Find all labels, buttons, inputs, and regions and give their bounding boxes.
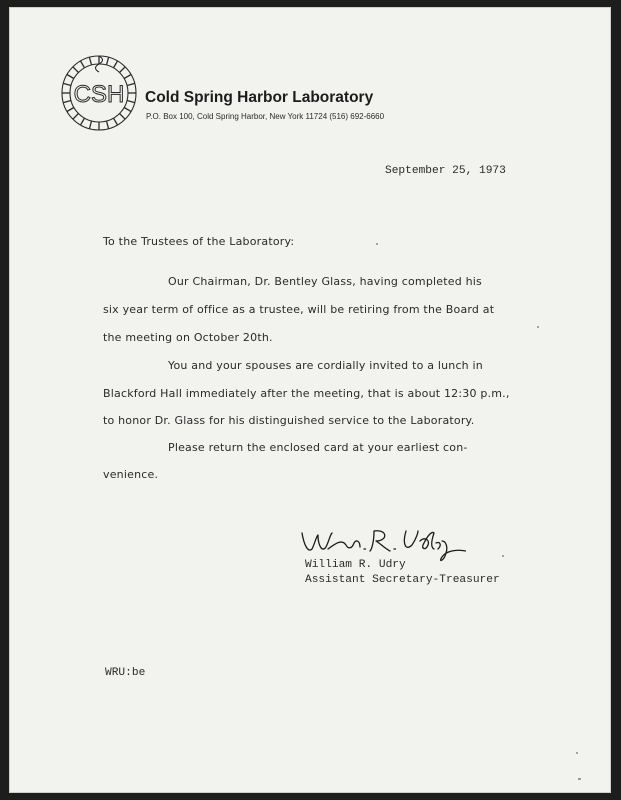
salutation: To the Trustees of the Laboratory:: [103, 235, 295, 248]
org-address: P.O. Box 100, Cold Spring Harbor, New York 11724 (516) 692-6660: [146, 112, 385, 121]
paper-speck: [537, 326, 539, 328]
signer-name: William R. Udry: [305, 559, 406, 571]
body-line: six year term of office as a trustee, will be retiring from the Board at: [103, 303, 495, 316]
logo-monogram: CSH: [73, 81, 125, 108]
signature-text: Wm. R. Udry: [296, 519, 302, 520]
csh-logo: [58, 52, 140, 134]
paper-speck: [502, 555, 504, 557]
signer-title: Assistant Secretary-Treasurer: [305, 574, 500, 586]
paper-speck: [376, 243, 378, 245]
body-line: to honor Dr. Glass for his distinguished service to the Laboratory.: [103, 414, 475, 427]
paper-speck: [576, 752, 578, 754]
letter-page: [9, 7, 611, 793]
body-line: You and your spouses are cordially invited to a lunch in: [168, 359, 483, 372]
body-line: Blackford Hall immediately after the meeting, that is about 12:30 p.m.,: [103, 387, 510, 400]
paper-speck: [578, 778, 581, 780]
letter-date: September 25, 1973: [385, 165, 506, 177]
body-line: the meeting on October 20th.: [103, 331, 273, 344]
body-line: venience.: [103, 468, 159, 481]
body-line: Our Chairman, Dr. Bentley Glass, having completed his: [168, 275, 482, 288]
body-line: Please return the enclosed card at your earliest con-: [168, 441, 468, 454]
typist-initials: WRU:be: [105, 667, 146, 679]
org-name: Cold Spring Harbor Laboratory: [145, 89, 374, 106]
